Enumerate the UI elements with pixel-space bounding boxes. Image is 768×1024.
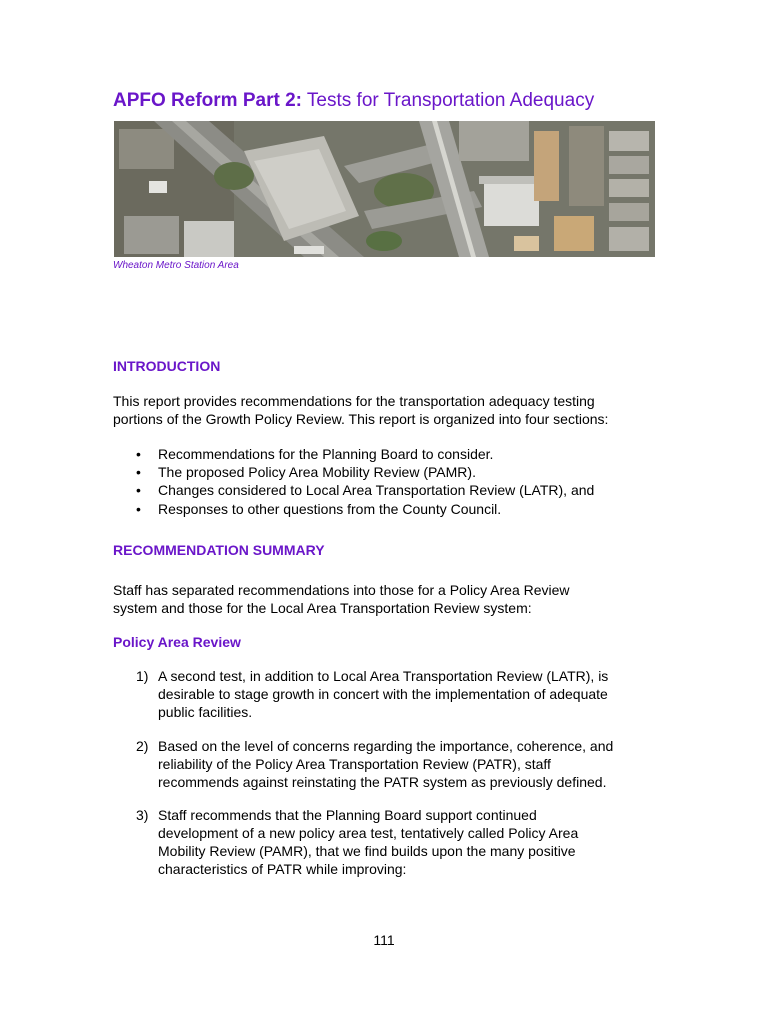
numbered-item (113, 667, 673, 721)
paragraph-line: portions of the Growth Policy Review. This report is organized into four sections: (113, 411, 609, 427)
item-number: 3) (136, 807, 149, 823)
paragraph-line: Staff has separated recommendations into those for a Policy Area Review (113, 582, 570, 598)
item-line: Based on the level of concerns regarding the importance, coherence, and (158, 738, 614, 754)
introduction-paragraph (113, 392, 673, 428)
bullet-icon: • (136, 464, 141, 481)
recommendation-summary-heading: RECOMMENDATION SUMMARY (113, 542, 325, 558)
numbered-item (113, 806, 673, 878)
list-item: • The proposed Policy Area Mobility Review (PAMR). (136, 464, 476, 481)
summary-paragraph (113, 581, 673, 617)
policy-area-review-heading: Policy Area Review (113, 634, 241, 650)
list-item: • Changes considered to Local Area Transportation Review (LATR), and (136, 482, 595, 499)
item-line: public facilities. (158, 704, 253, 720)
list-item: • Recommendations for the Planning Board to consider. (136, 446, 494, 462)
title-prefix: APFO Reform Part 2: (113, 90, 302, 111)
item-line: development of a new policy area test, tentatively called Policy Area (158, 825, 579, 841)
item-line: Mobility Review (PAMR), that we find builds upon the many positive (158, 843, 576, 859)
item-number: 1) (136, 668, 149, 684)
item-number: 2) (136, 738, 149, 754)
page-number: 111 (373, 932, 395, 948)
item-line: desirable to stage growth in concert with the implementation of adequate (158, 686, 608, 702)
list-item: • Responses to other questions from the County Council. (136, 500, 502, 517)
paragraph-line: This report provides recommendations for the transportation adequacy testing (113, 393, 595, 409)
item-line: characteristics of PATR while improving: (158, 861, 407, 877)
aerial-photo (114, 121, 655, 257)
sections-list (113, 445, 594, 518)
item-line: reliability of the Policy Area Transportation Review (PATR), staff (158, 756, 551, 772)
item-line: Staff recommends that the Planning Board support continued (158, 807, 537, 823)
paragraph-line: system and those for the Local Area Transportation Review system: (113, 600, 532, 616)
bullet-icon: • (136, 500, 141, 517)
page-title (113, 89, 594, 113)
photo-caption: Wheaton Metro Station Area (113, 260, 239, 271)
numbered-item (113, 737, 673, 791)
aerial-photo-illustration (114, 121, 655, 257)
item-line: A second test, in addition to Local Area Transportation Review (LATR), is (158, 668, 609, 684)
introduction-heading: INTRODUCTION (113, 358, 221, 374)
bullet-icon: • (136, 482, 141, 499)
bullet-icon: • (136, 446, 141, 462)
item-line: recommends against reinstating the PATR system as previously defined. (158, 774, 607, 790)
title-rest: Tests for Transportation Adequacy (301, 90, 595, 111)
